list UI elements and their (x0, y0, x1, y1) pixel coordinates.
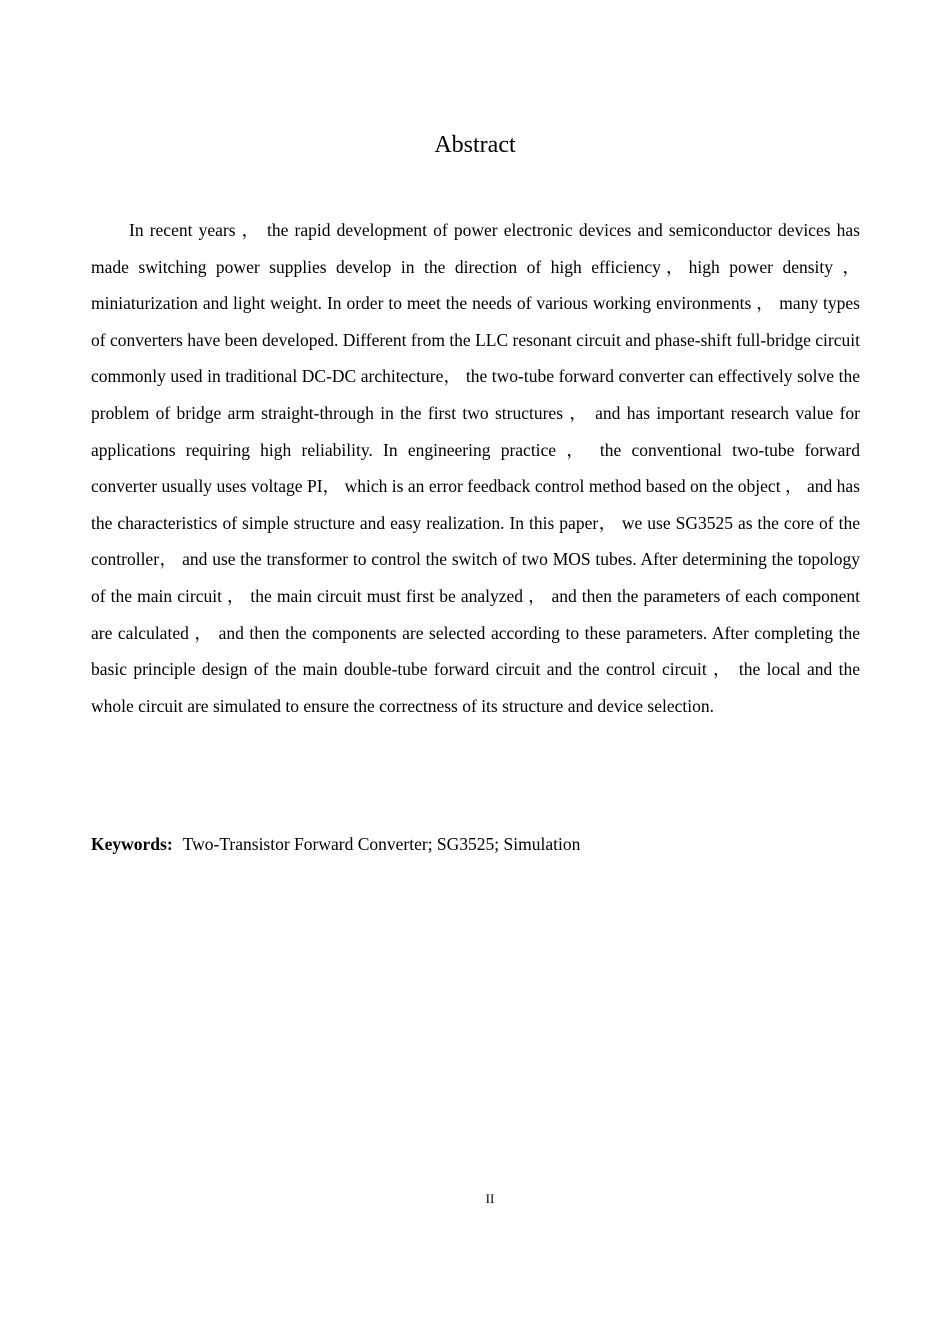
keywords-line (91, 829, 860, 859)
abstract-title: Abstract (434, 132, 516, 158)
page-number: II (485, 1191, 495, 1206)
abstract-paragraph: In recent years ， the rapid development of power electronic devices and semiconductor devices has made switching power supplies develop in the direction of high efficiency，high power density ， miniaturization and light weight. In order to meet the needs of various working environments ， many types of converters have been developed. Different from the LLC resonant circuit and phase-shift full-bridge circuit commonly used in traditional DC-DC architecture， the two-tube forward converter can effectively solve the problem of bridge arm straight-through in the first two structures ， and has important research value for applications requiring high reliability. In engineering practice ， the conventional two-tube forward converter usually uses voltage PI， which is an error feedback control method based on the object ， and has the characteristics of simple structure and easy realization. In this paper， we use SG3525 as the core of the controller， and use the transformer to control the switch of two MOS tubes. After determining the topology of the main circuit ， the main circuit must first be analyzed ， and then the parameters of each component are calculated ， and then the components are selected according to these parameters. After completing the basic principle design of the main double-tube forward circuit and the control circuit ， the local and the whole circuit are simulated to ensure the correctness of its structure and device selection. (91, 220, 860, 716)
keywords-label: Keywords: (91, 834, 173, 854)
keywords-value: Two-Transistor Forward Converter; SG3525; Simulation (182, 834, 581, 854)
